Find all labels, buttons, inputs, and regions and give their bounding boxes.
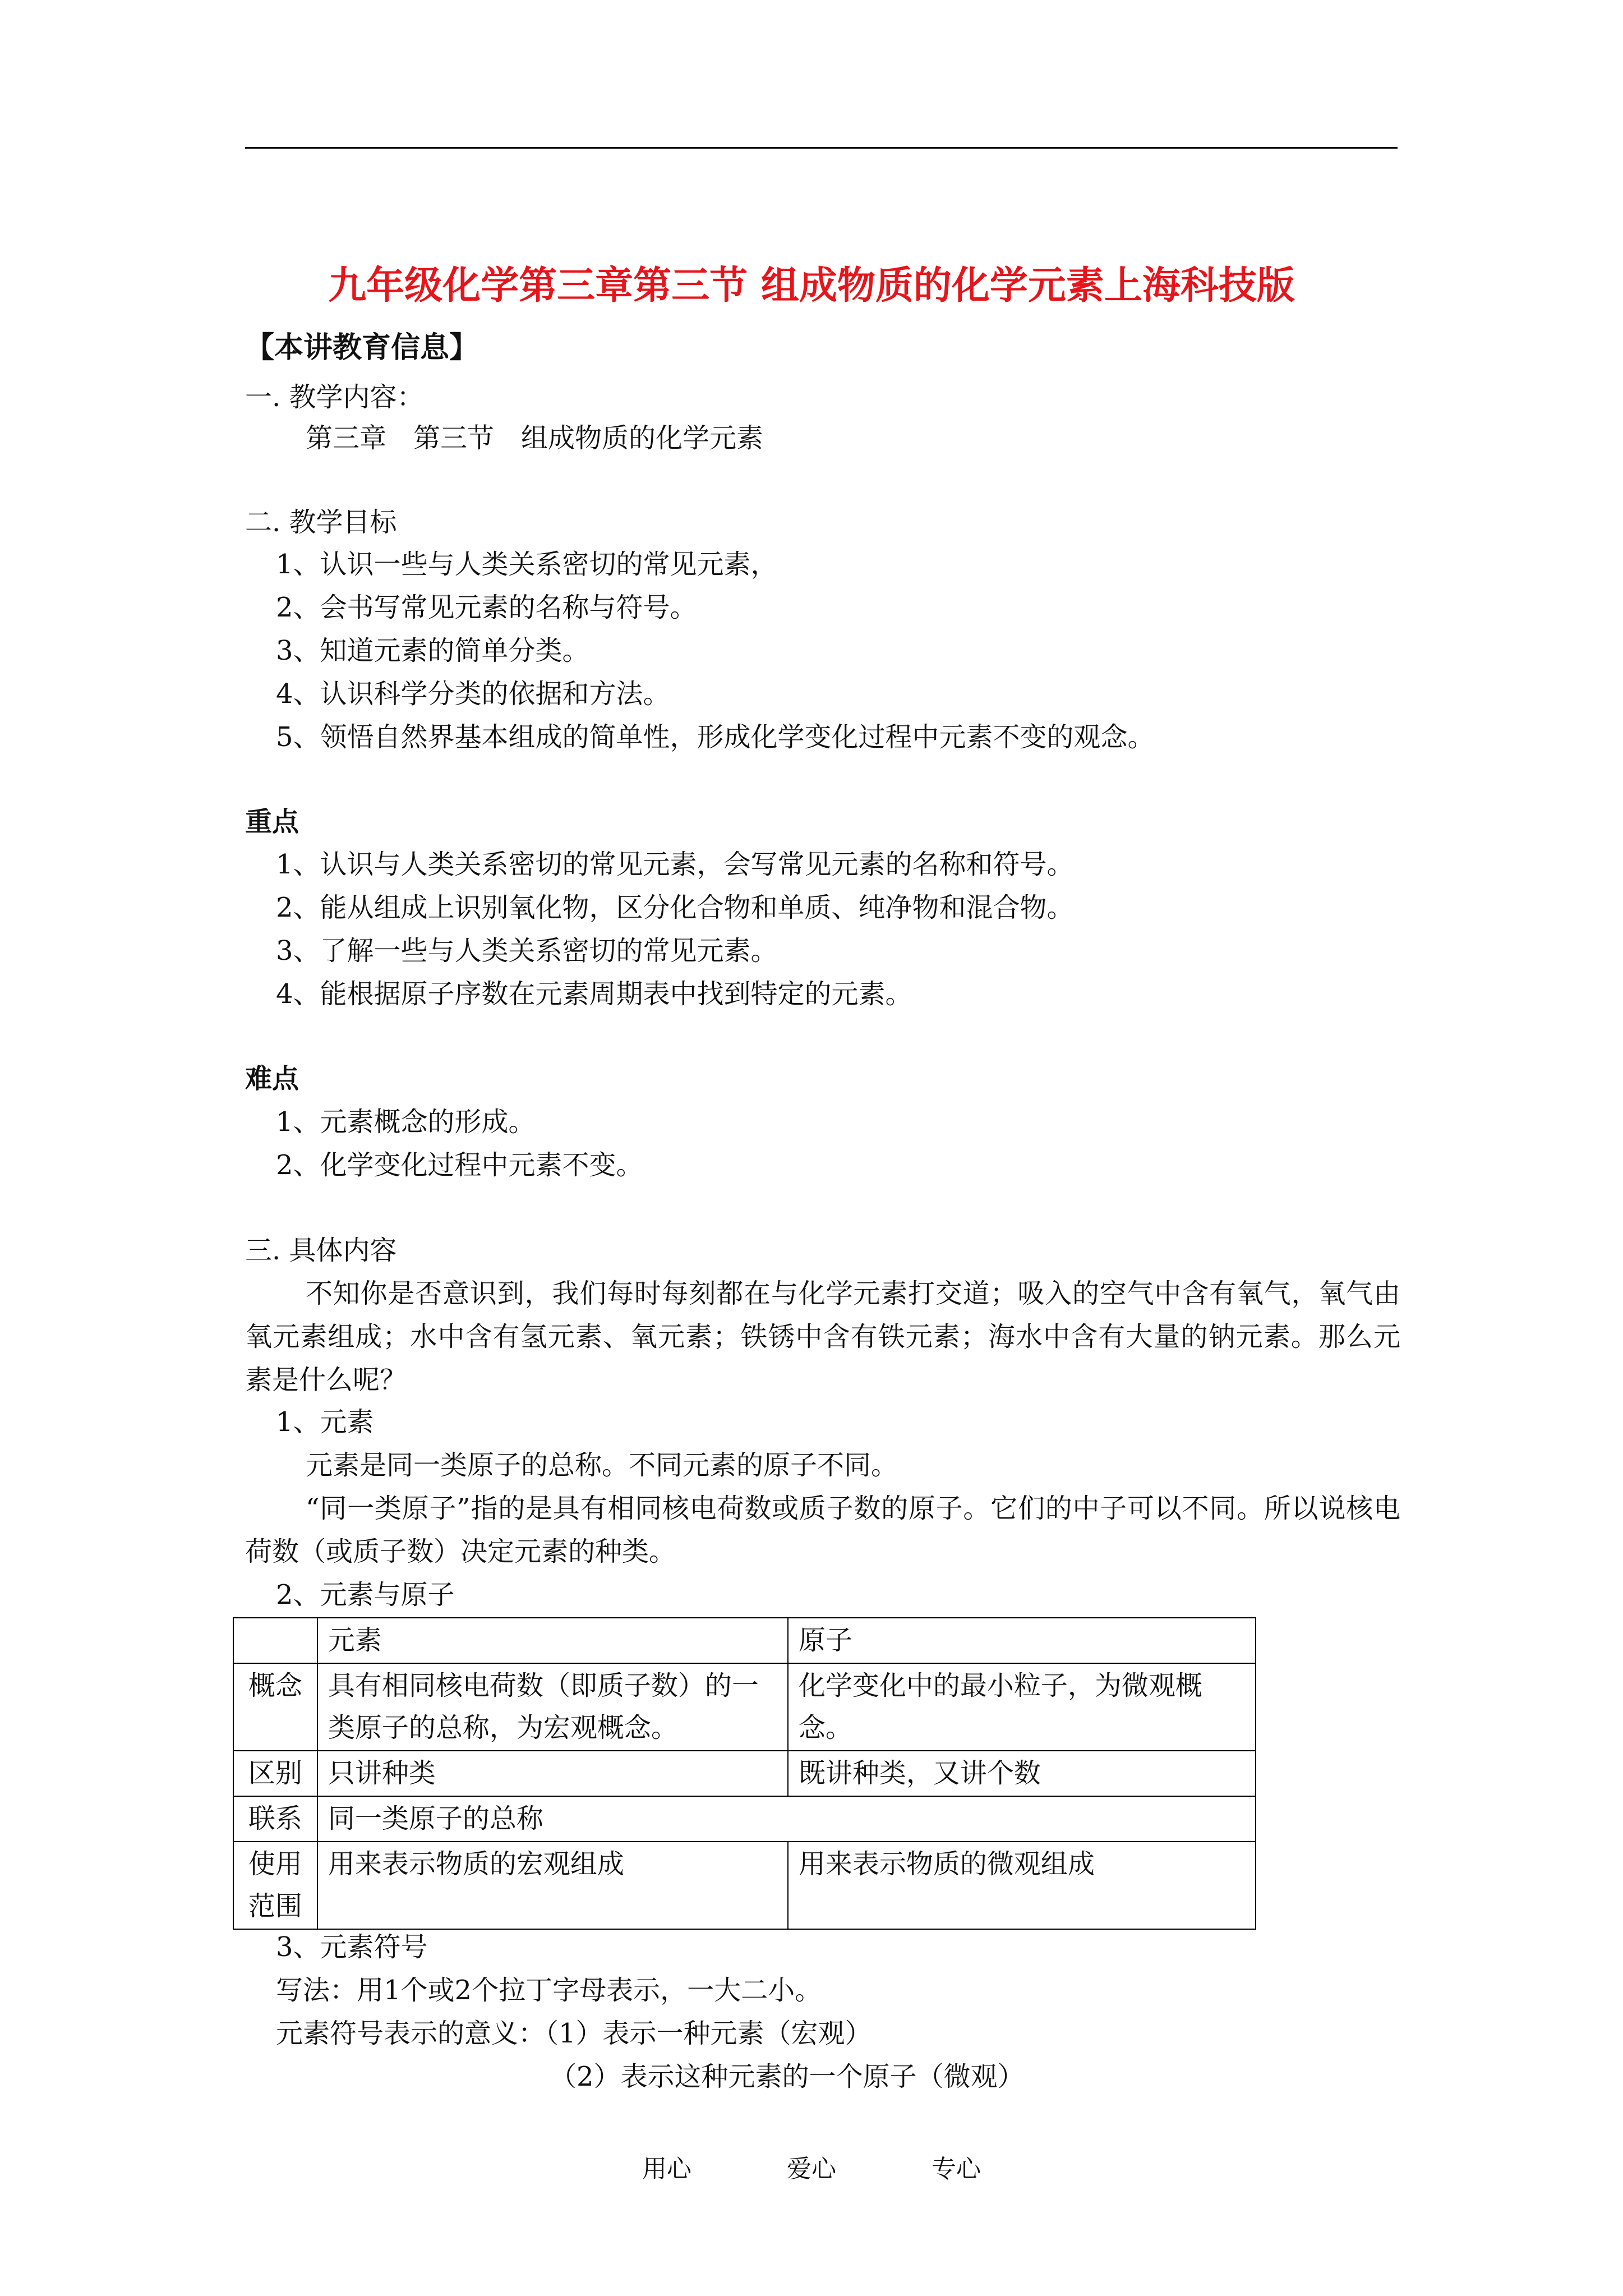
table-header-cell: 元素 (317, 1618, 788, 1663)
objective-item: 4、认识科学分类的依据和方法。 (276, 678, 670, 710)
element-note: “同一类原子”指的是具有相同核电荷数或质子数的原子。它们的中子可以不同。所以说核电荷数（或质子数）决定元素的种类。 (245, 1493, 1400, 1567)
table-cell: 具有相同核电荷数（即质子数）的一类原子的总称，为宏观概念。 (317, 1663, 788, 1751)
table-cell: 用来表示物质的宏观组成 (317, 1842, 788, 1929)
difficult-point-item: 1、元素概念的形成。 (276, 1106, 536, 1138)
section1-content: 第三章 第三节 组成物质的化学元素 (306, 422, 764, 454)
footer-word: 爱心 (787, 2155, 836, 2183)
objective-item: 5、领悟自然界基本组成的简单性，形成化学变化过程中元素不变的观念。 (276, 721, 1155, 753)
key-point-item: 1、认识与人类关系密切的常见元素，会写常见元素的名称和符号。 (276, 849, 1074, 880)
difficult-point-item: 2、化学变化过程中元素不变。 (276, 1149, 643, 1181)
key-point-item: 4、能根据原子序数在元素周期表中找到特定的元素。 (276, 978, 912, 1010)
table-row (233, 1663, 1256, 1751)
document-title: 九年级化学第三章第三节 组成物质的化学元素上海科技版 (328, 263, 1295, 308)
objective-item: 1、认识一些与人类关系密切的常见元素， (276, 549, 778, 580)
table-cell: 化学变化中的最小粒子，为微观概念。 (788, 1663, 1256, 1751)
section2-heading: 二. 教学目标 (245, 507, 397, 538)
table-cell: 只讲种类 (317, 1751, 788, 1796)
row-label: 概念 (233, 1663, 317, 1751)
subsection-element: 1、元素 (276, 1406, 374, 1438)
row-label: 使用范围 (233, 1842, 317, 1929)
footer-word: 专心 (932, 2155, 981, 2183)
section1-heading: 一. 教学内容： (245, 381, 424, 413)
table-header-cell: 原子 (788, 1618, 1256, 1663)
element-definition: 元素是同一类原子的总称。不同元素的原子不同。 (306, 1450, 898, 1481)
info-header: 【本讲教育信息】 (245, 330, 479, 365)
objective-item: 3、知道元素的简单分类。 (276, 635, 589, 666)
table-header-cell (233, 1618, 317, 1663)
subsection-element-atom: 2、元素与原子 (276, 1579, 455, 1611)
table-row (233, 1796, 1256, 1842)
table-row (233, 1618, 1256, 1663)
header-rule (245, 147, 1398, 149)
key-points-heading: 重点 (245, 806, 299, 838)
symbol-meaning-2: （2）表示这种元素的一个原子（微观） (550, 2061, 1025, 2092)
table-cell: 同一类原子的总称 (317, 1796, 1256, 1842)
symbol-writing-rule: 写法：用1个或2个拉丁字母表示，一大二小。 (276, 1975, 822, 2006)
element-atom-table (233, 1617, 1256, 1930)
row-label: 区别 (233, 1751, 317, 1796)
subsection-element-symbol: 3、元素符号 (276, 1931, 428, 1963)
difficult-points-heading: 难点 (245, 1063, 299, 1094)
footer-word: 用心 (642, 2155, 691, 2183)
key-point-item: 2、能从组成上识别氧化物，区分化合物和单质、纯净物和混合物。 (276, 892, 1074, 923)
table-cell: 既讲种类，又讲个数 (788, 1751, 1256, 1796)
section3-heading: 三. 具体内容 (245, 1235, 397, 1266)
table-cell: 用来表示物质的微观组成 (788, 1842, 1256, 1929)
table-row (233, 1751, 1256, 1796)
table-row (233, 1842, 1256, 1929)
symbol-meaning-1: 元素符号表示的意义：（1）表示一种元素（宏观） (276, 2018, 872, 2049)
key-point-item: 3、了解一些与人类关系密切的常见元素。 (276, 935, 778, 967)
objective-item: 2、会书写常见元素的名称与符号。 (276, 592, 697, 623)
row-label: 联系 (233, 1796, 317, 1842)
section3-intro: 不知你是否意识到，我们每时每刻都在与化学元素打交道；吸入的空气中含有氧气，氧气由氧元素组成；水中含有氢元素、氧元素；铁锈中含有铁元素；海水中含有大量的钠元素。那么元素是什么呢？ (245, 1278, 1400, 1396)
page-footer (0, 2148, 1623, 2184)
